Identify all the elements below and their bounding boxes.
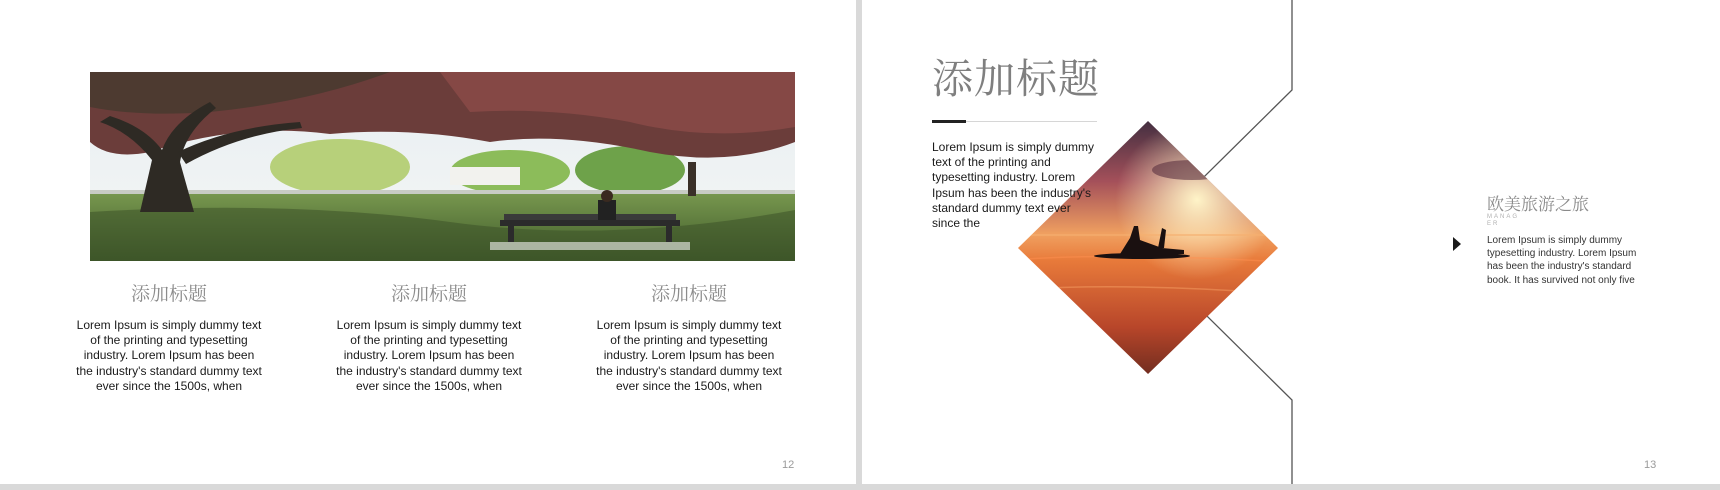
caption-subtitle: MANAGER — [1487, 214, 1520, 227]
caption-title: 欧美旅游之旅 — [1487, 195, 1589, 214]
column-title: 添加标题 — [130, 284, 207, 305]
column-body: Lorem Ipsum is simply dummy text of the printing and typesetting industry. Lorem Ipsum has been the industry's standard dummy text ever since the 1500s, when — [336, 318, 522, 393]
slide-body-text: Lorem Ipsum is simply dummy text of the printing and typesetting industry. Lorem Ipsum has been the industry's standard dummy text ever since the — [932, 140, 1095, 231]
park-illustration — [90, 72, 795, 261]
caption-body: Lorem Ipsum is simply dummy typesetting industry. Lorem Ipsum has been the industry's standard book. It has survived not only five — [1487, 235, 1637, 286]
triangle-right-icon — [1453, 237, 1461, 251]
park-photo — [90, 72, 795, 261]
page-number: 13 — [1644, 459, 1657, 471]
column-body: Lorem Ipsum is simply dummy text of the printing and typesetting industry. Lorem Ipsum has been the industry's standard dummy text ever since the 1500s, when — [596, 318, 782, 393]
column-title: 添加标题 — [390, 284, 467, 305]
slide-title: 添加标题 — [932, 56, 1100, 102]
page-number: 12 — [782, 459, 795, 471]
slide-13 — [862, 0, 1720, 484]
slide-12 — [0, 0, 856, 484]
column-body: Lorem Ipsum is simply dummy text of the printing and typesetting industry. Lorem Ipsum has been the industry's standard dummy text ever since the 1500s, when — [76, 318, 262, 393]
title-accent-bar — [932, 120, 966, 123]
feature-column-1 — [74, 282, 264, 394]
column-title: 添加标题 — [650, 284, 727, 305]
feature-column-3 — [594, 282, 784, 394]
feature-column-2 — [334, 282, 524, 394]
